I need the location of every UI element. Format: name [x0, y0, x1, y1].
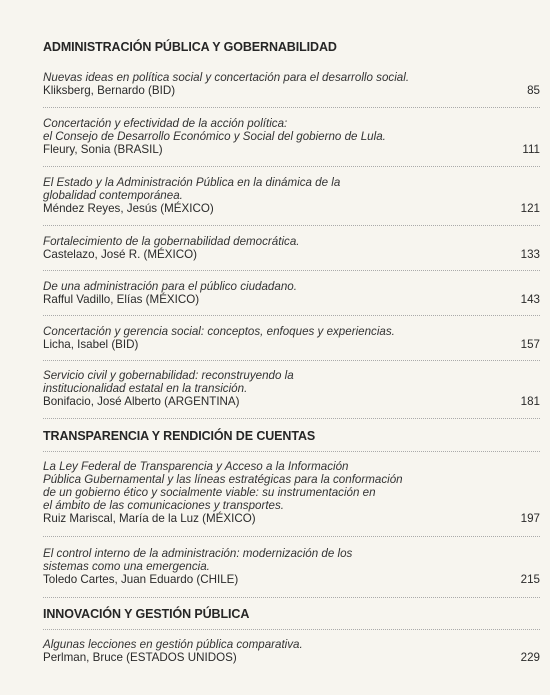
toc-entry [43, 176, 540, 215]
section-heading: INNOVACIÓN Y GESTIÓN PÚBLICA [43, 607, 250, 621]
entry-title: Servicio civil y gobernabilidad: reconstruyendo la [43, 369, 294, 382]
entry-title: globalidad contemporánea. [43, 189, 183, 202]
entry-author: Kliksberg, Bernardo (BID) [43, 84, 176, 97]
entry-author: Toledo Cartes, Juan Eduardo (CHILE) [43, 573, 239, 586]
entry-author-row [43, 573, 540, 586]
entry-author-row [43, 248, 540, 261]
divider [43, 166, 540, 167]
entry-title: Concertación y gerencia social: conceptos, enfoques y experiencias. [43, 325, 395, 338]
entry-author-row [43, 84, 540, 97]
entry-page-number: 215 [520, 573, 540, 586]
entry-author: Castelazo, José R. (MÉXICO) [43, 248, 197, 261]
entry-page-number: 229 [520, 651, 540, 664]
toc-entry [43, 638, 540, 664]
entry-page-number: 143 [520, 293, 540, 306]
entry-author-row [43, 202, 540, 215]
entry-title: La Ley Federal de Transparencia y Acceso a la Información [43, 460, 349, 473]
entry-page-number: 85 [527, 84, 540, 97]
entry-title: Concertación y efectividad de la acción política: [43, 117, 288, 130]
entry-author: Fleury, Sonia (BRASIL) [43, 143, 163, 156]
divider [43, 451, 540, 452]
entry-page-number: 133 [520, 248, 540, 261]
divider [43, 315, 540, 316]
entry-author-row [43, 651, 540, 664]
entry-title: De una administración para el público ciudadano. [43, 280, 297, 293]
toc-entry [43, 280, 540, 306]
entry-title: Pública Gubernamental y las líneas estratégicas para la conformación [43, 473, 403, 486]
entry-author-row [43, 512, 540, 525]
section-heading: ADMINISTRACIÓN PÚBLICA Y GOBERNABILIDAD [43, 40, 337, 54]
entry-page-number: 181 [520, 395, 540, 408]
entry-author-row [43, 143, 540, 156]
divider [43, 107, 540, 108]
entry-author: Licha, Isabel (BID) [43, 338, 139, 351]
entry-author-row [43, 293, 540, 306]
divider [43, 597, 540, 598]
entry-page-number: 157 [520, 338, 540, 351]
toc-entry [43, 235, 540, 261]
entry-author: Méndez Reyes, Jesús (MÉXICO) [43, 202, 214, 215]
divider [43, 270, 540, 271]
entry-title: institucionalidad estatal en la transición. [43, 382, 248, 395]
divider [43, 360, 540, 361]
toc-entry [43, 547, 540, 586]
entry-title: Nuevas ideas en política social y concertación para el desarrollo social. [43, 71, 410, 84]
toc-entry [43, 71, 540, 97]
entry-title: Algunas lecciones en gestión pública comparativa. [43, 638, 303, 651]
entry-title: El Estado y la Administración Pública en la dinámica de la [43, 176, 341, 189]
entry-author: Perlman, Bruce (ESTADOS UNIDOS) [43, 651, 237, 664]
entry-page-number: 111 [522, 143, 540, 156]
entry-title: sistemas como una emergencia. [43, 560, 210, 573]
entry-author: Ruiz Mariscal, María de la Luz (MÉXICO) [43, 512, 256, 525]
entry-title: Fortalecimiento de la gobernabilidad democrática. [43, 235, 300, 248]
divider [43, 225, 540, 226]
entry-title: el Consejo de Desarrollo Económico y Social del gobierno de Lula. [43, 130, 386, 143]
toc-entry [43, 325, 540, 351]
entry-title: El control interno de la administración: modernización de los [43, 547, 353, 560]
section-heading: TRANSPARENCIA Y RENDICIÓN DE CUENTAS [43, 429, 316, 443]
toc-entry [43, 117, 540, 156]
toc-entry [43, 460, 540, 525]
toc-entry [43, 369, 540, 408]
entry-title: el ámbito de las comunicaciones y transportes. [43, 499, 285, 512]
entry-author-row [43, 395, 540, 408]
divider [43, 629, 540, 630]
divider [43, 418, 540, 419]
entry-author: Rafful Vadillo, Elías (MÉXICO) [43, 293, 200, 306]
entry-author: Bonifacio, José Alberto (ARGENTINA) [43, 395, 240, 408]
entry-page-number: 121 [520, 202, 540, 215]
entry-page-number: 197 [520, 512, 540, 525]
entry-title: de un gobierno ético y socialmente viable: su instrumentación en [43, 486, 376, 499]
entry-author-row [43, 338, 540, 351]
divider [43, 536, 540, 537]
